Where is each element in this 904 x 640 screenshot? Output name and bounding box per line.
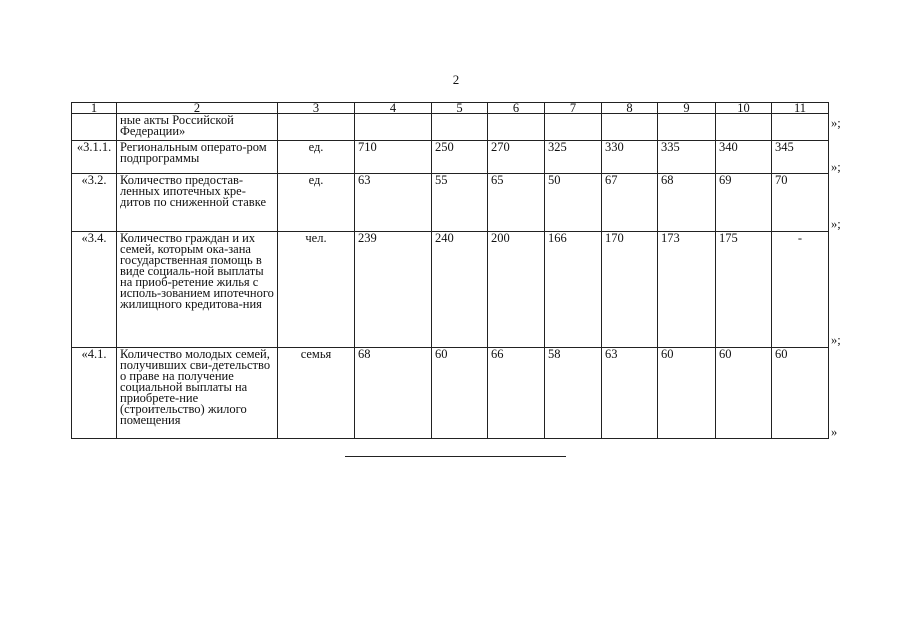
column-number: 9 [658,103,716,114]
value-cell [772,114,829,141]
value-cell: 330 [602,141,658,174]
unit-cell: ед. [278,174,355,232]
value-cell: 200 [488,232,545,348]
table-row [72,174,829,232]
row-number: «4.1. [72,348,117,439]
column-number: 2 [117,103,278,114]
row-number: «3.2. [72,174,117,232]
value-cell: 58 [545,348,602,439]
row-closing-quote: »; [831,116,841,130]
value-cell: 239 [355,232,432,348]
column-number: 8 [602,103,658,114]
column-number: 7 [545,103,602,114]
value-cell [432,114,488,141]
value-cell: 325 [545,141,602,174]
table-row [72,141,829,174]
value-cell: 55 [432,174,488,232]
column-number: 4 [355,103,432,114]
value-cell: 270 [488,141,545,174]
row-closing-quote: »; [831,160,841,174]
column-number: 5 [432,103,488,114]
indicator-name: Региональным операто-ром подпрограммы [117,141,278,174]
indicator-name: Количество молодых семей, получивших сви-детельство о праве на получение социальной выплаты на приобрете-ние (строительство) жилого помещения [117,348,278,439]
value-cell: 60 [658,348,716,439]
row-closing-quote: »; [831,217,841,231]
value-cell: 175 [716,232,772,348]
value-cell [545,114,602,141]
value-cell: 67 [602,174,658,232]
value-cell: 66 [488,348,545,439]
value-cell: 63 [355,174,432,232]
value-cell [716,114,772,141]
value-cell: 70 [772,174,829,232]
table-row [72,348,829,439]
value-cell: 60 [716,348,772,439]
value-cell: - [772,232,829,348]
value-cell: 170 [602,232,658,348]
unit-cell: ед. [278,141,355,174]
value-cell: 340 [716,141,772,174]
value-cell: 68 [355,348,432,439]
table-row [72,114,829,141]
indicator-name: ные акты Российской Федерации» [117,114,278,141]
table-row [72,232,829,348]
page-number: 2 [452,72,460,87]
indicator-name: Количество граждан и их семей, которым ока-зана государственная помощь в виде социаль-ной выплаты на приоб-ретение жилья с исполь-зованием ипотечного жилищного кредитова-ния [117,232,278,348]
value-cell: 345 [772,141,829,174]
indicator-name: Количество предостав-ленных ипотечных кре-дитов по сниженной ставке [117,174,278,232]
row-closing-quote: »; [831,333,841,347]
value-cell: 68 [658,174,716,232]
value-cell: 50 [545,174,602,232]
row-closing-quote: » [831,425,838,439]
value-cell [355,114,432,141]
row-number: «3.4. [72,232,117,348]
value-cell: 710 [355,141,432,174]
row-number: «3.1.1. [72,141,117,174]
value-cell: 240 [432,232,488,348]
unit-cell: чел. [278,232,355,348]
column-number: 11 [772,103,829,114]
row-number [72,114,117,141]
column-number: 3 [278,103,355,114]
value-cell: 69 [716,174,772,232]
value-cell [602,114,658,141]
value-cell: 65 [488,174,545,232]
column-number: 1 [72,103,117,114]
value-cell: 166 [545,232,602,348]
column-number: 10 [716,103,772,114]
column-number-row [72,103,829,114]
value-cell: 63 [602,348,658,439]
unit-cell [278,114,355,141]
value-cell: 60 [432,348,488,439]
indicators-table [71,102,829,439]
column-number: 6 [488,103,545,114]
unit-cell: семья [278,348,355,439]
value-cell: 250 [432,141,488,174]
value-cell [488,114,545,141]
value-cell: 60 [772,348,829,439]
value-cell [658,114,716,141]
footer-rule [345,456,566,457]
value-cell: 335 [658,141,716,174]
value-cell: 173 [658,232,716,348]
